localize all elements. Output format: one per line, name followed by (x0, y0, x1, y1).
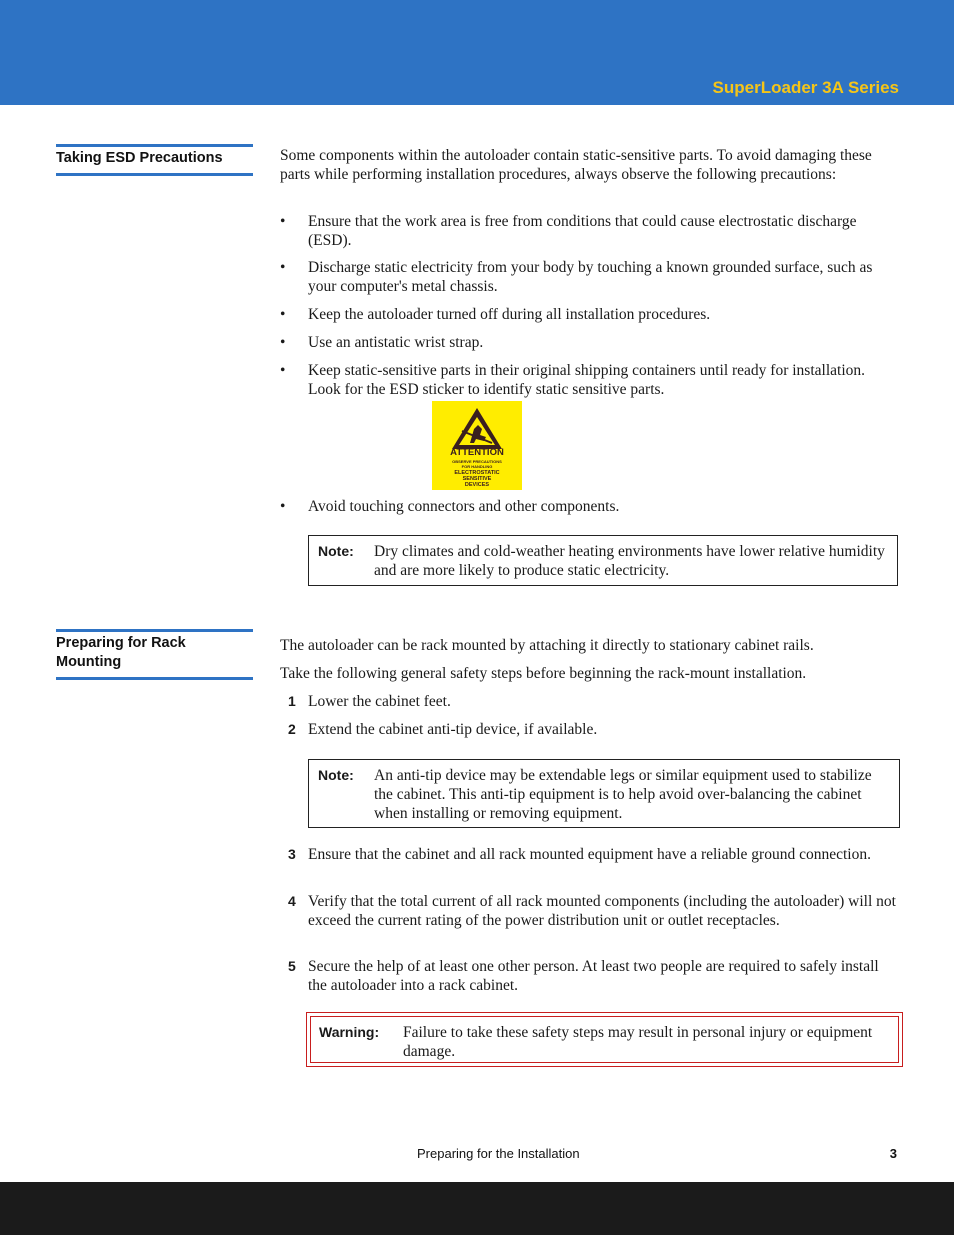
footer-section-title: Preparing for the Installation (417, 1146, 580, 1161)
note-text: Dry climates and cold-weather heating environments have lower relative humidity and are more likely to produce static electricity. (374, 543, 885, 579)
step-number: 5 (288, 958, 296, 974)
step-item (280, 845, 900, 864)
esd-sticker-line: DEVICES (464, 482, 490, 488)
bullet-icon: • (280, 213, 286, 230)
bullet-icon: • (280, 334, 286, 351)
bullet-icon: • (280, 498, 286, 515)
note-text: An anti-tip device may be extendable legs or similar equipment used to stabilize the cabinet. This anti-tip equipment is to help avoid over-balancing the cabinet when installing or removing equipment. (374, 767, 872, 822)
esd-sticker-line: FOR HANDLING (461, 464, 493, 469)
list-item-text: Ensure that the work area is free from conditions that could cause electrostatic discharge (ESD). (308, 213, 857, 249)
list-item-text: Discharge static electricity from your body by touching a known grounded surface, such as your computer's metal chassis. (308, 259, 873, 295)
step-text: Secure the help of at least one other person. At least two people are required to safely install the autoloader into a rack cabinet. (308, 958, 879, 994)
step-text: Ensure that the cabinet and all rack mounted equipment have a reliable ground connection. (308, 846, 871, 863)
esd-sticker-line: SENSITIVE (462, 476, 492, 482)
list-item (280, 305, 900, 324)
esd-sticker-line: OBSERVE PRECAUTIONS (452, 459, 502, 464)
esd-sticker-line: ELECTROSTATIC (454, 470, 500, 476)
header-title: SuperLoader 3A Series (712, 78, 899, 97)
footer-bar (0, 1182, 954, 1235)
note-label: Note: (318, 543, 354, 559)
step-text: Lower the cabinet feet. (308, 693, 451, 710)
rack-para-1: The autoloader can be rack mounted by attaching it directly to stationary cabinet rails. (280, 637, 814, 654)
rack-para-2: Take the following general safety steps before beginning the rack-mount installation. (280, 665, 807, 682)
warning-label: Warning: (319, 1024, 380, 1040)
page-header (0, 0, 954, 105)
list-item-text: Use an antistatic wrist strap. (308, 334, 484, 351)
esd-sticker (432, 401, 522, 490)
esd-intro: Some components within the autoloader contain static-sensitive parts. To avoid damaging these parts while performing installation procedures, always observe the following precautions: (280, 147, 872, 183)
rack-section-heading: Preparing for Rack Mounting (56, 629, 253, 680)
list-item-text: Keep static-sensitive parts in their original shipping containers until ready for installation. Look for the ESD sticker to identify static sensitive parts. (308, 362, 866, 398)
warning-box (306, 1012, 903, 1067)
step-number: 1 (288, 693, 296, 709)
list-item (280, 497, 900, 516)
list-item-text: Avoid touching connectors and other components. (308, 498, 620, 515)
list-item (280, 361, 900, 399)
esd-section-heading: Taking ESD Precautions (56, 144, 253, 176)
list-item (280, 333, 900, 352)
step-number: 3 (288, 846, 296, 862)
rack-note-box (308, 759, 900, 828)
step-item (280, 892, 900, 930)
page-number: 3 (889, 1146, 897, 1161)
list-item (280, 212, 900, 250)
esd-sticker-title: ATTENTION (450, 447, 504, 458)
bullet-icon: • (280, 306, 286, 323)
esd-warning-icon (432, 405, 522, 453)
step-text: Extend the cabinet anti-tip device, if available. (308, 721, 598, 738)
step-item (280, 957, 900, 995)
step-item (280, 692, 900, 711)
step-number: 2 (288, 721, 296, 737)
bullet-icon: • (280, 259, 286, 276)
list-item (280, 258, 900, 296)
warning-box-inner (310, 1016, 899, 1063)
note-label: Note: (318, 767, 354, 783)
step-text: Verify that the total current of all rack mounted components (including the autoloader) will not exceed the current rating of the power distribution unit or outlet receptacles. (308, 893, 896, 929)
step-item (280, 720, 900, 739)
esd-note-box (308, 535, 898, 586)
warning-text: Failure to take these safety steps may result in personal injury or equipment damage. (403, 1024, 873, 1060)
bullet-icon: • (280, 362, 286, 379)
list-item-text: Keep the autoloader turned off during all installation procedures. (308, 306, 711, 323)
step-number: 4 (288, 893, 296, 909)
